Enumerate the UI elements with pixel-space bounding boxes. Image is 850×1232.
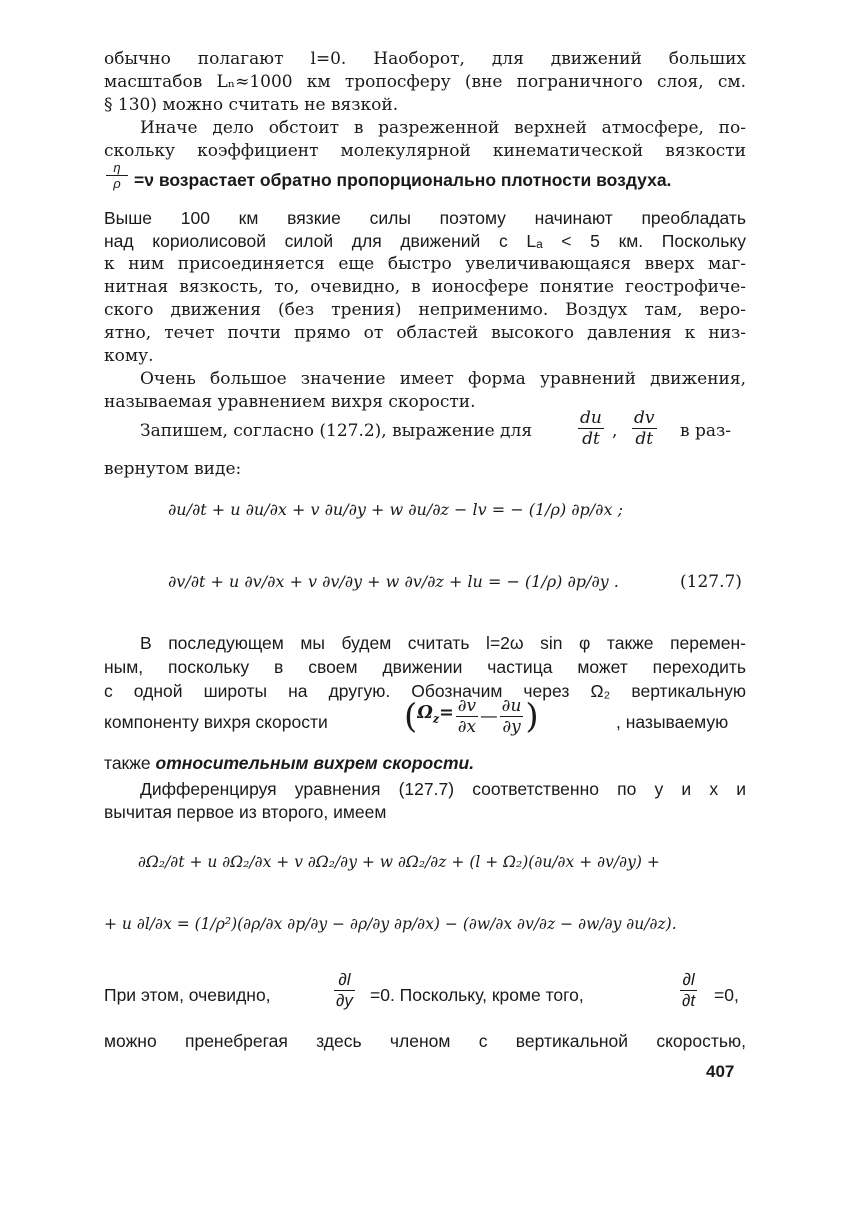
dl-dt-fraction: $\frac{\partial l}{\partial t}$: [682, 970, 696, 1010]
dl-line: [104, 970, 746, 1018]
text-line-7: Выше 100 км вязкие силы поэтому начинают преобладать: [104, 208, 746, 228]
text-line-4: Иначе дело обстоит в разреженной верхней атмосфере, по-: [140, 118, 746, 138]
derivatives-line: [140, 408, 746, 452]
text-line-19: ным, поскольку в своем движении частица может переходить: [104, 657, 746, 677]
text-line-23: Дифференцируя уравнения (127.7) соответственно по y и x и: [140, 779, 746, 799]
text-line-8: над кориолисовой силой для движений с Lₐ < 5 км. Поскольку: [104, 231, 746, 251]
comma: ,: [612, 421, 618, 441]
text-line-24: вычитая первое из второго, имеем: [104, 802, 387, 822]
vorticity-definition: ($\Omega_z=$ $\frac{\partial v}{\partial x}$ — $\frac{\partial u}{\partial y}$ ): [404, 696, 539, 737]
text-line-3: § 130) можно считать не вязкой.: [104, 95, 399, 115]
text-line-13: кому.: [104, 346, 154, 366]
relative-vorticity-term: относительным вихрем скорости.: [155, 753, 475, 773]
equation-127-7-first: ∂u/∂t + u ∂u/∂x + v ∂u/∂y + w ∂u/∂z − lv = − (1/ρ) ∂p/∂x ;: [168, 500, 623, 519]
text-line-18: В последующем мы будем считать l=2ω sin φ также перемен-: [140, 633, 746, 653]
eta-over-rho-fraction: [106, 160, 128, 191]
text-line-25a: При этом, очевидно,: [104, 985, 271, 1005]
text-line-22: [104, 752, 746, 774]
eta-symbol: η: [106, 160, 128, 176]
text-line-5: скольку коэффициент молекулярной кинематической вязкости: [104, 141, 746, 161]
text-line-25b: =0. Поскольку, кроме того,: [370, 985, 584, 1005]
text-line-2: масштабов Lₙ≈1000 км тропосферу (вне пограничного слоя, см.: [104, 72, 746, 92]
vorticity-line: [104, 696, 746, 748]
text-line-1: обычно полагают l=0. Наоборот, для движений больших: [104, 49, 746, 69]
text-line-20: с одной широты на другую. Обозначим через Ω₂ вертикальную: [104, 681, 746, 701]
vorticity-equation-line-1: ∂Ω₂/∂t + u ∂Ω₂/∂x + v ∂Ω₂/∂y + w ∂Ω₂/∂z + (l + Ω₂)(∂u/∂x + ∂v/∂y) +: [138, 853, 660, 871]
text-line-9: к ним присоединяется еще быстро увеличивающаяся вверх маг-: [104, 254, 746, 274]
text-line-25c: =0,: [714, 985, 739, 1005]
dv-dt-fraction: $\frac{dv}{dt}$: [634, 408, 655, 449]
text-line-15: называемая уравнением вихря скорости.: [104, 392, 476, 412]
text-line-17: вернутом виде:: [104, 459, 242, 479]
page-number: 407: [706, 1062, 735, 1081]
equation-127-7-second: ∂v/∂t + u ∂v/∂x + v ∂v/∂y + w ∂v/∂z + lu = − (1/ρ) ∂p/∂y .: [168, 572, 619, 591]
text-line-21a: компоненту вихря скорости: [104, 712, 328, 732]
viscosity-statement: =ν возрастает обратно пропорционально плотности воздуха.: [134, 170, 672, 190]
text-line-14: Очень большое значение имеет форма уравнений движения,: [140, 369, 746, 389]
dl-dy-fraction: $\frac{\partial l}{\partial y}$: [336, 970, 353, 1010]
du-dt-fraction: $\frac{du}{dt}$: [580, 408, 602, 449]
text-line-22a: также: [104, 753, 151, 773]
rho-symbol: ρ: [113, 176, 121, 191]
text-line-26: можно пренебрегая здесь членом с вертикальной скоростью,: [104, 1031, 746, 1051]
viscosity-line: [104, 160, 746, 200]
text-line-10: нитная вязкость, то, очевидно, в ионосфере понятие геострофиче-: [104, 277, 746, 297]
text-line-12: ятно, течет почти прямо от областей высокого давления к низ-: [104, 323, 746, 343]
text-line-16a: Запишем, согласно (127.2), выражение для: [140, 421, 533, 441]
vorticity-equation-line-2: + u ∂l/∂x = (1/ρ²)(∂ρ/∂x ∂p/∂y − ∂ρ/∂y ∂p/∂x) − (∂w/∂x ∂v/∂z − ∂w/∂y ∂u/∂z).: [104, 915, 677, 933]
text-line-16b: в раз-: [680, 421, 732, 441]
text-line-11: ского движения (без трения) неприменимо. Воздух там, веро-: [104, 300, 746, 320]
equation-number: (127.7): [680, 572, 742, 592]
text-line-21b: , называемую: [616, 712, 729, 732]
